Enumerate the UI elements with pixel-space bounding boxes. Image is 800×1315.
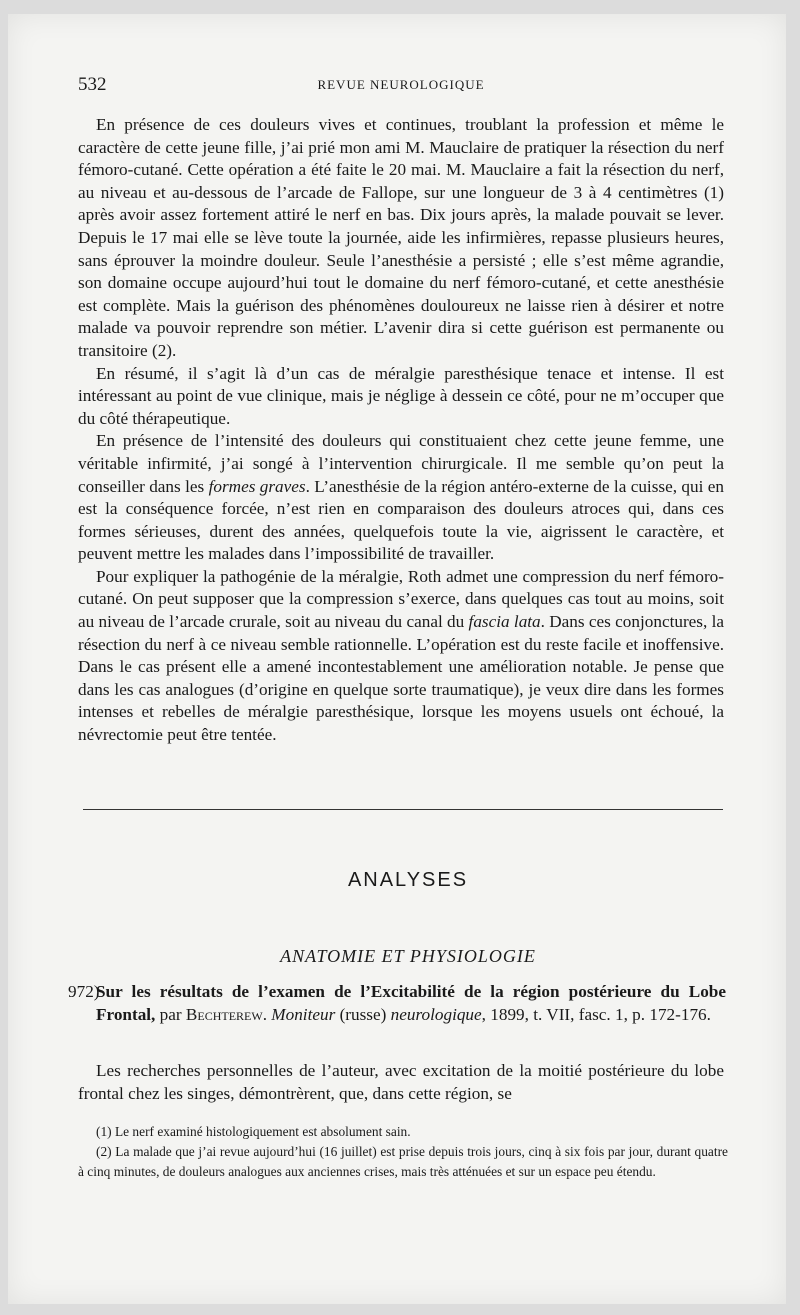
paragraph: Les recherches personnelles de l’auteur, avec excitation de la moitié postérieure du lobe frontal chez les singes, démontrèrent, que, dans cette région, se	[78, 1061, 724, 1103]
section-divider	[83, 809, 723, 810]
entry-author: Bechterew	[185, 1005, 263, 1024]
running-head: REVUE NEUROLOGIQUE	[317, 77, 485, 92]
journal-name: Moniteur	[271, 1005, 336, 1024]
paragraph	[78, 566, 724, 747]
paragraph: En présence de ces douleurs vives et continues, troublant la profession et même le caractère de cette jeune fille, j’ai prié mon ami M. Mauclaire de pratiquer la résection du nerf fémoro-cutané. Cette opération a été faite le 20 mai. M. Mauclaire a fait la résection du nerf, au niveau et au-dessous de l’arcade de Fallope, sur une longueur de 3 à 4 centimètres (1) après avoir assez fortement attiré le nerf en bas. Dix jours après, la malade pouvait se lever. Depuis le 17 mai elle se lève toute la journée, aide les infirmières, repasse plusieurs heures, sans éprouver la moindre douleur. Seule l’anesthésie a persisté ; elle s’est même agrandie, son domaine occupe aujourd’hui tout le domaine du nerf fémoro-cutané, et cette anesthésie est complète. Mais la guérison des phénomènes douloureux ne laisse rien à désirer et notre malade va pouvoir reprendre son métier. L’avenir dira si cette guérison est permanente ou transitoire (2).	[78, 115, 724, 360]
page-number: 532	[78, 74, 107, 95]
subsection-heading: ANATOMIE ET PHYSIOLOGIE	[280, 946, 536, 966]
entry-number: 972)	[68, 982, 100, 1001]
article-body	[78, 114, 724, 747]
analysis-entry	[68, 980, 726, 1026]
italic-term: formes graves	[208, 476, 306, 496]
citation: , 1899, t. VII, fasc. 1, p. 172-176.	[481, 1005, 711, 1024]
entry-title: Sur les résultats de l’examen de l’Excitabilité de la région postérieure du Lobe Frontal,	[96, 982, 726, 1024]
paragraph: En résumé, il s’agit là d’un cas de méralgie paresthésique tenace et intense. Il est intéressant au point de vue clinique, mais je néglige à dessein ce côté, pour ne m’occuper que du côté thérapeutique.	[78, 363, 724, 428]
text-run: . Dans ces conjonctures, la résection du nerf à ce niveau semble rationnelle. L’opération est du reste facile et inoffensive. Dans le cas présent elle a amené incontestablement une amélioration notable. Je pense que dans les cas analogues (d’origine en quelque sorte traumatique), je veux dire dans les formes intenses et rebelles de méralgie paresthésique, lorsque les moyens usuels ont échoué, la névrectomie peut être tentée.	[78, 612, 724, 745]
journal-name-2: neurologique	[390, 1005, 482, 1024]
italic-term: fascia lata	[468, 612, 541, 632]
footnotes	[78, 1122, 728, 1182]
paragraph	[78, 430, 724, 566]
footnote: (1) Le nerf examiné histologiquement est absolument sain.	[96, 1124, 411, 1139]
footnote: (2) La malade que j’ai revue aujourd’hui (16 juillet) est prise depuis trois jours, cinq à six fois par jour, durant quatre à cinq minutes, de douleurs analogues aux anciennes crises, mais très atténuées et sur un espace peu étendu.	[78, 1144, 728, 1179]
journal-mid: (russe)	[335, 1005, 391, 1024]
text-run: Pour expliquer la pathogénie de la méralgie, Roth admet une compression du nerf fémoro-cutané. On peut supposer que la compression s’exerce, dans quelques cas tout au moins, soit au niveau de l’arcade crurale, soit au niveau du canal du	[78, 566, 724, 632]
page-header	[78, 74, 724, 100]
text-run: . L’anesthésie de la région antéro-externe de la cuisse, qui en est la conséquence forcée, n’est rien en comparaison des douleurs atroces qui, dans ces formes sérieuses, durent des années, quelquefois toute la vie, aigrissent le caractère, et peuvent mettre les malades dans l’impossibilité de travailler.	[78, 476, 724, 564]
entry-sep: .	[262, 1005, 272, 1024]
entry-by: par	[155, 1005, 186, 1024]
entry-body	[78, 1059, 724, 1105]
page-sheet	[8, 14, 786, 1304]
text-run: En présence de l’intensité des douleurs qui constituaient chez cette jeune femme, une véritable infirmité, j’ai songé à l’intervention chirurgicale. Il me semble qu’on peut la conseiller dans les	[78, 431, 724, 496]
section-heading: ANALYSES	[347, 869, 469, 891]
